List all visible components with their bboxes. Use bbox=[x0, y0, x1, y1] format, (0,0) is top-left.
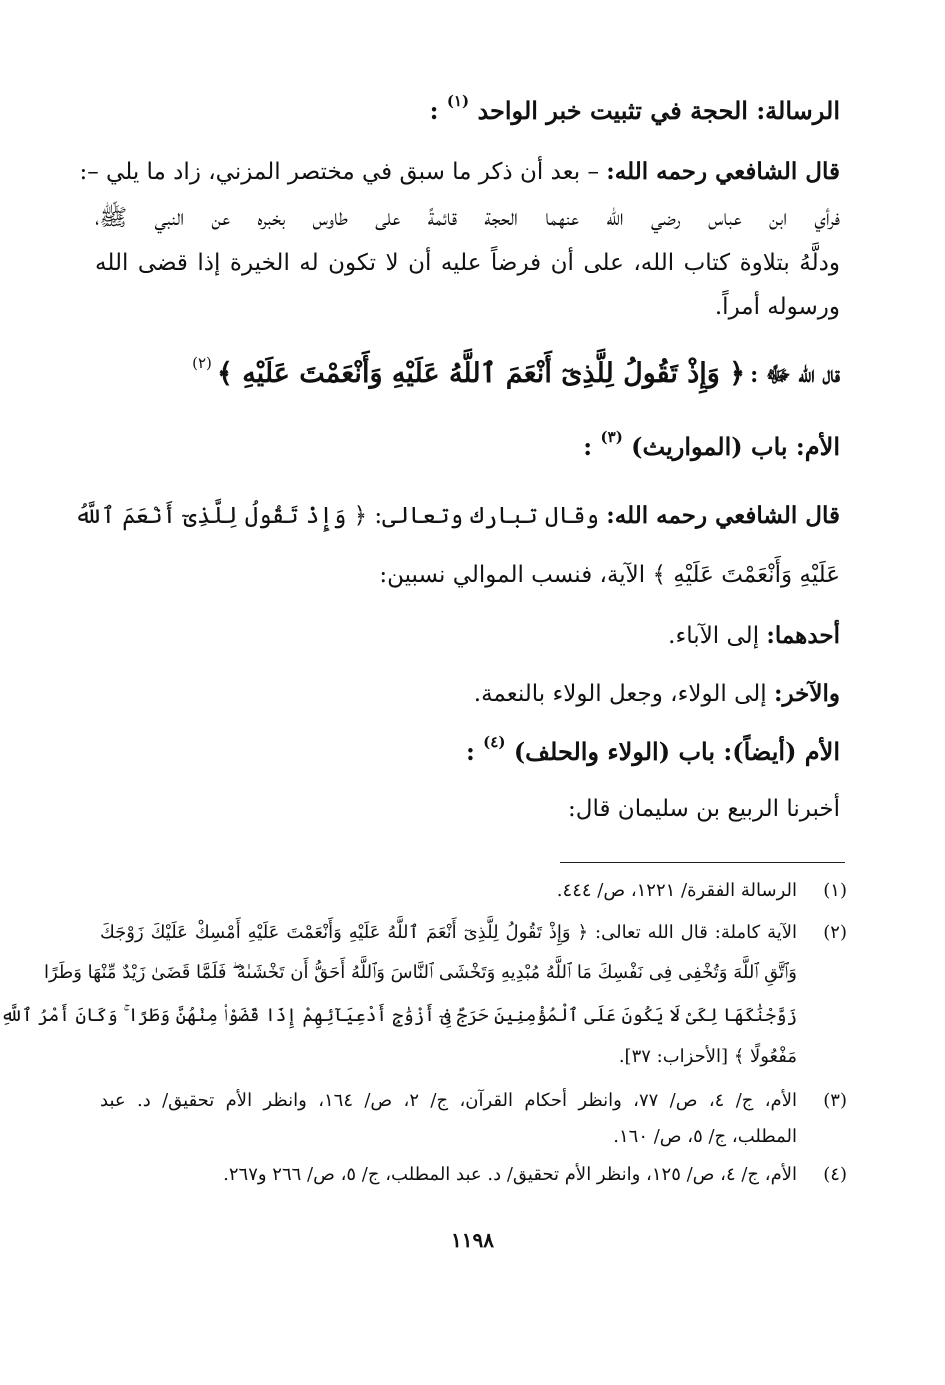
footnote-number: (٤) bbox=[823, 1164, 847, 1185]
footnote-text: الأم، ج/ ٤، ص/ ٧٧، وانظر أحكام القرآن، ج/ ٢، ص/ ١٦٤، وانظر الأم تحقيق/ د. عبد bbox=[100, 1090, 797, 1111]
heading-text: الرسالة: الحجة في تثبيت خبر الواحد bbox=[477, 96, 840, 125]
footnote-2 bbox=[100, 922, 847, 948]
footnote-text: الرسالة الفقرة/ ١٢٢١، ص/ ٤٤٤. bbox=[556, 880, 797, 901]
footnote-1 bbox=[100, 880, 847, 906]
page-number: ١١٩٨ bbox=[451, 1228, 494, 1252]
footnote-3 bbox=[100, 1090, 847, 1116]
verse-intro: قال الله ﷻ : bbox=[750, 362, 840, 388]
paragraph-line: عَلَيْهِ وَأَنْعَمْتَ عَلَيْهِ ﴾ الآية، فنسب الموالي نسبين: bbox=[379, 562, 840, 588]
paragraph-text: وقال تبارك وتعالى: ﴿ وَإِذْ تَقُولُ لِلَّذِىٓ أَنْعَمَ ٱللَّهُ bbox=[74, 503, 599, 529]
paragraph-line: ورسوله أمراً. bbox=[714, 294, 840, 320]
list-item bbox=[95, 680, 840, 707]
footnote-3-continued: المطلب، ج/ ٥، ص/ ١٦٠. bbox=[613, 1126, 797, 1147]
paragraph-line: فرأي ابن عباس رضي الله عنهما الحجة قائمةً على طاوس بخبره عن النبي ﷺ، bbox=[95, 205, 840, 231]
paragraph-text: – بعد أن ذكر ما سبق في مختصر المزني، زاد ما يلي –: bbox=[79, 159, 599, 185]
footnote-2-continued: مَفْعُولًا ﴾ [الأحزاب: ٣٧]. bbox=[618, 1046, 797, 1067]
footnote-separator bbox=[560, 862, 845, 863]
footnote-ref: (٢) bbox=[192, 354, 212, 372]
heading-colon: : bbox=[429, 96, 439, 125]
list-item-label: أحدهما: bbox=[766, 622, 840, 649]
heading-text: الأم: باب (المواريث) bbox=[631, 432, 840, 461]
paragraph-line bbox=[74, 502, 840, 529]
paragraph-line: أخبرنا الربيع بن سليمان قال: bbox=[568, 796, 840, 822]
footnote-4 bbox=[100, 1164, 847, 1190]
footnote-number: (٢) bbox=[823, 922, 847, 943]
footnote-number: (٣) bbox=[823, 1090, 847, 1111]
list-item-text: إلى الآباء. bbox=[668, 623, 760, 649]
footnote-number: (١) bbox=[823, 880, 847, 901]
paragraph-line bbox=[79, 158, 840, 185]
quran-verse: ﴿ وَإِذْ تَقُولُ لِلَّذِىٓ أَنْعَمَ ٱللَّهُ عَلَيْهِ وَأَنْعَمْتَ عَلَيْهِ ﴾ bbox=[216, 358, 746, 389]
heading-colon: : bbox=[465, 737, 475, 766]
footnote-ref: (١) bbox=[446, 92, 470, 110]
section-heading-mawarith bbox=[95, 428, 840, 461]
list-item-label: والآخر: bbox=[773, 680, 840, 707]
speaker-label: قال الشافعي رحمه الله: bbox=[606, 502, 840, 529]
list-item-text: إلى الولاء، وجعل الولاء بالنعمة. bbox=[473, 681, 767, 707]
section-heading-risala bbox=[95, 92, 840, 125]
footnote-text: الأم، ج/ ٤، ص/ ١٢٥، وانظر الأم تحقيق/ د. عبد المطلب، ج/ ٥، ص/ ٢٦٦ و٢٦٧. bbox=[223, 1164, 797, 1185]
paragraph-line: ودلَّهُ بتلاوة كتاب الله، على أن فرضاً عليه أن لا تكون له الخيرة إذا قضى الله bbox=[95, 250, 840, 276]
footnote-2-continued: زَوَّجْنَٰكَهَا لِكَىْ لَا يَكُونَ عَلَى ٱلْمُؤْمِنِينَ حَرَجٌ فِىٓ أَزْوَٰجِ أَدْعِيَآئِهِمْ إِذَا قَضَوْا۟ مِنْهُنَّ وَطَرًا ۚ وَكَانَ أَمْرُ ٱللَّهِ bbox=[0, 1005, 797, 1026]
footnote-2-continued: وَٱتَّقِ ٱللَّهَ وَتُخْفِى فِى نَفْسِكَ مَا ٱللَّهُ مُبْدِيهِ وَتَخْشَى ٱلنَّاسَ وَٱللَّهُ أَحَقُّ أَن تَخْشَىٰهُ ۖ فَلَمَّا قَضَىٰ زَيْدٌ مِّنْهَا وَطَرًا bbox=[44, 962, 797, 983]
list-item bbox=[95, 622, 840, 649]
heading-colon: : bbox=[583, 432, 593, 461]
heading-text: الأم (أيضاً): باب (الولاء والحلف) bbox=[513, 737, 840, 766]
footnote-text: الآية كاملة: قال الله تعالى: ﴿ وَإِذْ تَقُولُ لِلَّذِىٓ أَنْعَمَ ٱللَّهُ عَلَيْهِ وَأَنْعَمْتَ عَلَيْهِ أَمْسِكْ عَلَيْكَ زَوْجَكَ bbox=[100, 922, 797, 943]
footnote-ref: (٤) bbox=[483, 733, 506, 751]
section-heading-wala bbox=[95, 733, 840, 766]
quran-verse-line bbox=[95, 354, 840, 393]
speaker-label: قال الشافعي رحمه الله: bbox=[606, 158, 840, 185]
footnote-ref: (٣) bbox=[600, 428, 623, 446]
